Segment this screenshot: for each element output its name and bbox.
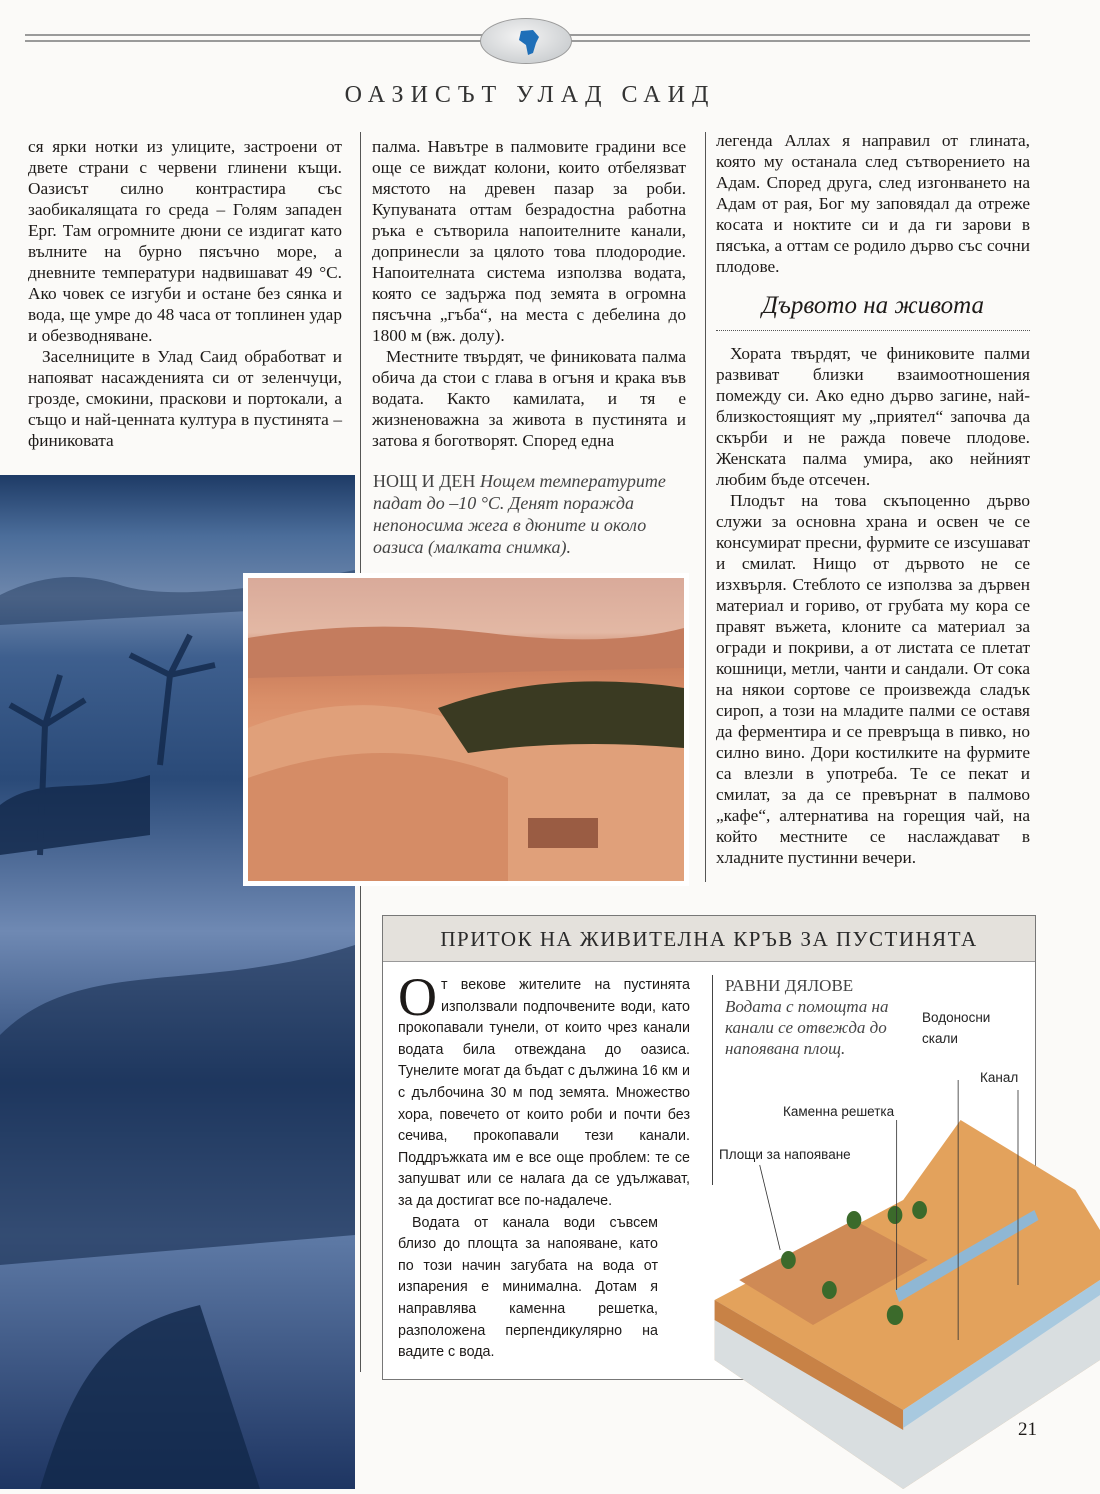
label-fields: Площи за напояване: [719, 1147, 851, 1162]
page-title: ОАЗИСЪТ УЛАД САИД: [344, 82, 716, 108]
desert-oasis-photo: [243, 573, 689, 886]
page-number: 21: [1018, 1419, 1037, 1440]
caption-lead: НОЩ И ДЕН: [373, 471, 476, 491]
irrigation-diagram: [690, 1080, 1100, 1489]
subheading: Дървото на живота: [716, 292, 1030, 331]
diagram-caption: [725, 975, 905, 1059]
paragraph: Заселниците в Улад Саид обработват и напояват насажденията си от зеленчуци, грозде, смокини, праскови и портокали, а също и най-ценната култура в пустинята – финиковата: [28, 347, 342, 450]
column-3: [716, 130, 1030, 277]
photo-caption: [373, 470, 683, 558]
column-2: [372, 136, 686, 451]
paragraph: ся ярки нотки из улиците, застроени от двете страни с червени глинени къщи. Оазисът силно контрастира със заобикалящата го среда – Голям западен Ерг. Там огромните дюни се издигат като вълните на бурно пясъчно море, а дневните температури надвишават 49 °C. Ако човек се изгуби и остане без сянка и вода, ще умре до 48 часа от топлинен удар и обезводняване.: [28, 137, 342, 345]
paragraph: легенда Аллах я направил от глината, която му останала след сътворението на Адам. Според друга, след изгонването на Адам от рая, Бог му заповядал да отреже косата и ноктите си и да ги зарови в пясъка, а оттам се родило дърво със сочни плодове.: [716, 131, 1030, 276]
paragraph: Местните твърдят, че финиковата палма обича да стои с глава в огъня и крака във водата. Както камилата, и тя е жизненоважна за живота в пустинята и затова я боготворят. Според една: [372, 347, 686, 450]
column-1: [28, 136, 342, 451]
drop-cap: О: [398, 967, 437, 1027]
caption-text: Нощем температурите падат до –10 °C. Денят поражда непоносима жега в дюните и около оазиса (малката снимка).: [373, 471, 666, 557]
label-aquifer: Водоносни скали: [922, 1010, 991, 1046]
column-3-continued: [716, 343, 1030, 868]
column-divider: [705, 132, 706, 882]
paragraph: Плодът на това скъпоценно дърво служи за основна храна и освен че се консумират пресни, фурмите се изсушават и смилат. Нищо от дървото не се изхвърля. Стеблото се използва за дървен материал и гориво, от грубата му кора се правят въжета, клоните са материал за огради и покриви, а от листата се плетат кошници, метли, чанти и сандали. От сока на някои сортове се произвежда сладък сироп, а този на младите палми се оставя да ферментира и се превръща в пивко, но силно вино. Дори костилките на фурмите са влезли в употреба. Те се пекат и смилат, за да се превърнат в палмово „кафе“, алтернатива на горещия чай, на който местните се наслаждават в хладните пустинни вечери.: [716, 491, 1030, 867]
globe-africa-icon: [480, 18, 572, 64]
paragraph: Водата от канала води съвсем близо до площта за напояване, като по този начин загубата на вода от изпарения е минимална. Дотам я направлява каменна решетка, разположена перпендикулярно на вадите с вода.: [398, 1214, 658, 1361]
paragraph: палма. Навътре в палмовите градини все още се виждат колони, които отбелязват мястото на древен пазар за роби. Купуваната оттам безрадостна работна ръка е сътворила напоителните канали, допринесли за цялото това плодородие. Напоителната система използва водата, която се задържа под земята в огромна пясъчна „гъба“, на места с дебелина до 1800 м (вж. долу).: [372, 137, 686, 345]
label-grate: Каменна решетка: [783, 1104, 895, 1119]
paragraph: Хората твърдят, че финиковите палми развиват близки взаимоотношения помежду си. Ако едно дърво загине, най-близкостоящият му „приятел“ започва да скърби и не ражда повече плодове. Женската палма умира, ако нейният любим бъде отсечен.: [716, 344, 1030, 489]
caption-lead: РАВНИ ДЯЛОВЕ: [725, 976, 854, 995]
caption-text: Водата с помощта на канали се отвежда до напоявана площ.: [725, 997, 889, 1058]
box-body: [398, 967, 690, 1364]
box-title: ПРИТОК НА ЖИВИТЕЛНА КРЪВ ЗА ПУСТИНЯТА: [383, 916, 1035, 962]
label-canal: Канал: [980, 1070, 1019, 1085]
paragraph: т векове жителите на пустинята използвали подпочвените води, като прокопавали тунели, от които чрез канали водата била отвеждана до оазиса. Тунелите могат да бъдат с дължина 16 км и с дълбочина 30 м под земята. Множество хора, повечето от които роби и почти без сечива, прокопавали тези канали. Поддръжката им е все още проблем: те се запушват или се налага да се удължават, за да достигат все по-надалече.: [398, 977, 690, 1209]
